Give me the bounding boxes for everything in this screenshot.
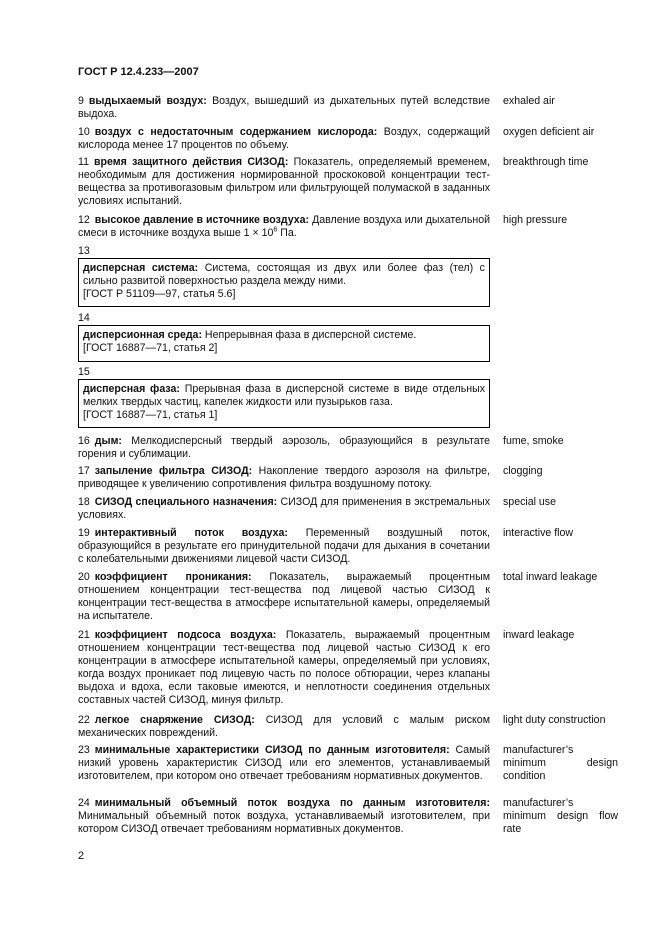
english-term-17: clogging	[503, 465, 543, 477]
entry-term: легкое снаряжение СИЗОД:	[94, 714, 255, 726]
english-term-11: breakthrough time	[503, 156, 589, 168]
box-number-15: 15	[78, 366, 90, 378]
english-term-24: manufacturer’s minimum design flow rate	[503, 797, 618, 835]
entry-definition: Давление воздуха или дыхательной смеси в источнике воздуха выше 1 × 10	[78, 214, 490, 239]
entry-definition: Воздух, вышедший из дыхательных путей вследствие выдоха.	[78, 95, 490, 120]
entry-definition: Показатель, выражаемый процентным отношением концентрации тест-вещества под лицевой частью СИЗОД к концентрации тест-вещества в атмосфере испытательной камеры, определяемый на испытателе.	[78, 571, 490, 622]
term-entry-24	[78, 797, 490, 836]
english-term-22: light duty construction	[503, 714, 606, 726]
term-entry-16	[78, 435, 490, 461]
entry-number: 16	[78, 435, 90, 447]
entry-number: 12	[78, 214, 90, 226]
box-number-14: 14	[78, 312, 90, 324]
entry-number: 20	[78, 571, 90, 583]
entry-number: 21	[78, 629, 90, 641]
entry-number: 24	[78, 797, 90, 809]
box-reference: [ГОСТ Р 51109—97, статья 5.6]	[83, 288, 236, 300]
entry-term: коэффициент подсоса воздуха:	[94, 629, 277, 641]
term-box-14	[78, 325, 490, 362]
term-entry-11	[78, 156, 490, 208]
term-entry-9	[78, 95, 490, 121]
entry-definition: Воздух, содержащий кислорода менее 17 процентов по объему.	[78, 126, 490, 151]
entry-term: минимальные характеристики СИЗОД по данным изготовителя:	[94, 744, 450, 756]
english-term-16: fume, smoke	[503, 435, 564, 447]
page-number: 2	[78, 850, 85, 862]
box-term: дисперсионная среда:	[83, 329, 202, 341]
exponent: 6	[273, 226, 278, 234]
term-entry-18	[78, 496, 490, 522]
entry-number: 10	[78, 126, 90, 138]
term-box-15	[78, 379, 490, 428]
entry-number: 18	[78, 496, 90, 508]
entry-term: минимальный объемный поток воздуха по данным изготовителя:	[94, 797, 490, 809]
english-term-20: total inward leakage	[503, 571, 598, 583]
entry-number: 22	[78, 714, 90, 726]
entry-definition: Накопление твердого аэрозоля на фильтре, приводящее к увеличению сопротивления фильтра воздушному потоку.	[78, 465, 490, 490]
english-term-18: special use	[503, 496, 556, 508]
term-entry-19	[78, 527, 490, 566]
entry-term: интерактивный поток воздуха:	[94, 527, 288, 539]
term-entry-10	[78, 126, 490, 152]
term-entry-12	[78, 214, 490, 240]
entry-term: выдыхаемый воздух:	[88, 95, 207, 107]
box-definition: Система, состоящая из двух или более фаз (тел) с сильно развитой поверхностью раздела между ними.	[83, 262, 485, 287]
entry-term: запыление фильтра СИЗОД:	[94, 465, 253, 477]
term-entry-22	[78, 714, 490, 740]
box-term: дисперсная фаза:	[83, 383, 180, 395]
box-definition: Прерывная фаза в дисперсной системе в виде отдельных мелких твердых частиц, капелек жидкости или пузырьков газа.	[83, 383, 485, 408]
english-term-23: manufacturer’s minimum design condition	[503, 744, 618, 782]
term-box-13	[78, 258, 490, 307]
box-reference: [ГОСТ 16887—71, статья 1]	[83, 409, 218, 421]
entry-number: 17	[78, 465, 90, 477]
entry-term: дым:	[94, 435, 122, 447]
entry-number: 23	[78, 744, 90, 756]
entry-definition: Мелкодисперсный твердый аэрозоль, образующийся в результате горения и сублимации.	[78, 435, 490, 460]
entry-term: время защитного действия СИЗОД:	[94, 156, 289, 168]
entry-definition: Переменный воздушный поток, образующийся в результате его принудительной подачи для дыхания в сочетании с колебательными движениями лицевой части СИЗОД.	[78, 527, 490, 565]
box-definition: Непрерывная фаза в дисперсной системе.	[201, 329, 417, 341]
entry-definition: Самый низкий уровень характеристик СИЗОД или его элементов, устанавливаемый изготовителем, при котором оно отвечает требованиям нормативных документов.	[78, 744, 490, 782]
box-term: дисперсная система:	[83, 262, 199, 274]
entry-term: высокое давление в источнике воздуха:	[94, 214, 310, 226]
term-entry-21	[78, 629, 490, 707]
entry-number: 19	[78, 527, 90, 539]
english-term-10: oxygen deficient air	[503, 126, 595, 138]
entry-term: коэффициент проникания:	[94, 571, 252, 583]
box-number-13: 13	[78, 245, 90, 257]
english-term-9: exhaled air	[503, 95, 555, 107]
english-term-19: interactive flow	[503, 527, 574, 539]
term-entry-20	[78, 571, 490, 623]
entry-definition: Показатель, определяемый временем, необходимым для достижения нормированной проскоковой концентрации тест-вещества за противогазовым фильтром или фильтрующей полумаской в заданных условиях испытаний.	[78, 156, 490, 207]
entry-term: воздух с недостаточным содержанием кислорода:	[94, 126, 378, 138]
entry-definition-end: Па.	[277, 227, 297, 239]
english-term-21: inward leakage	[503, 629, 575, 641]
document-header: ГОСТ Р 12.4.233—2007	[78, 66, 199, 78]
box-reference: [ГОСТ 16887—71, статья 2]	[83, 342, 218, 354]
term-entry-17	[78, 465, 490, 491]
english-term-12: high pressure	[503, 214, 568, 226]
entry-term: СИЗОД специального назначения:	[94, 496, 278, 508]
entry-number: 11	[78, 156, 89, 168]
entry-number: 9	[78, 95, 84, 107]
entry-definition: Минимальный объемный поток воздуха, устанавливаемый изготовителем, при котором СИЗОД отвечает требованиям нормативных документов.	[78, 810, 490, 835]
entry-definition: СИЗОД для применения в экстремальных условиях.	[78, 496, 491, 521]
entry-definition: Показатель, выражаемый процентным отношением концентрации тест-вещества под лицевой частью СИЗОД к его концентрации в атмосфере испытательной камеры, определяемый при условиях, когда воздух проникает под лицевую часть по полосе обтюрации, через клапаны выдоха и вдоха, если таковые имеются, и неплотности соединения отдельных составных частей СИЗОД, минуя фильтр.	[78, 629, 490, 706]
term-entry-23	[78, 744, 490, 783]
entry-definition: СИЗОД для условий с малым риском механических повреждений.	[78, 714, 490, 739]
